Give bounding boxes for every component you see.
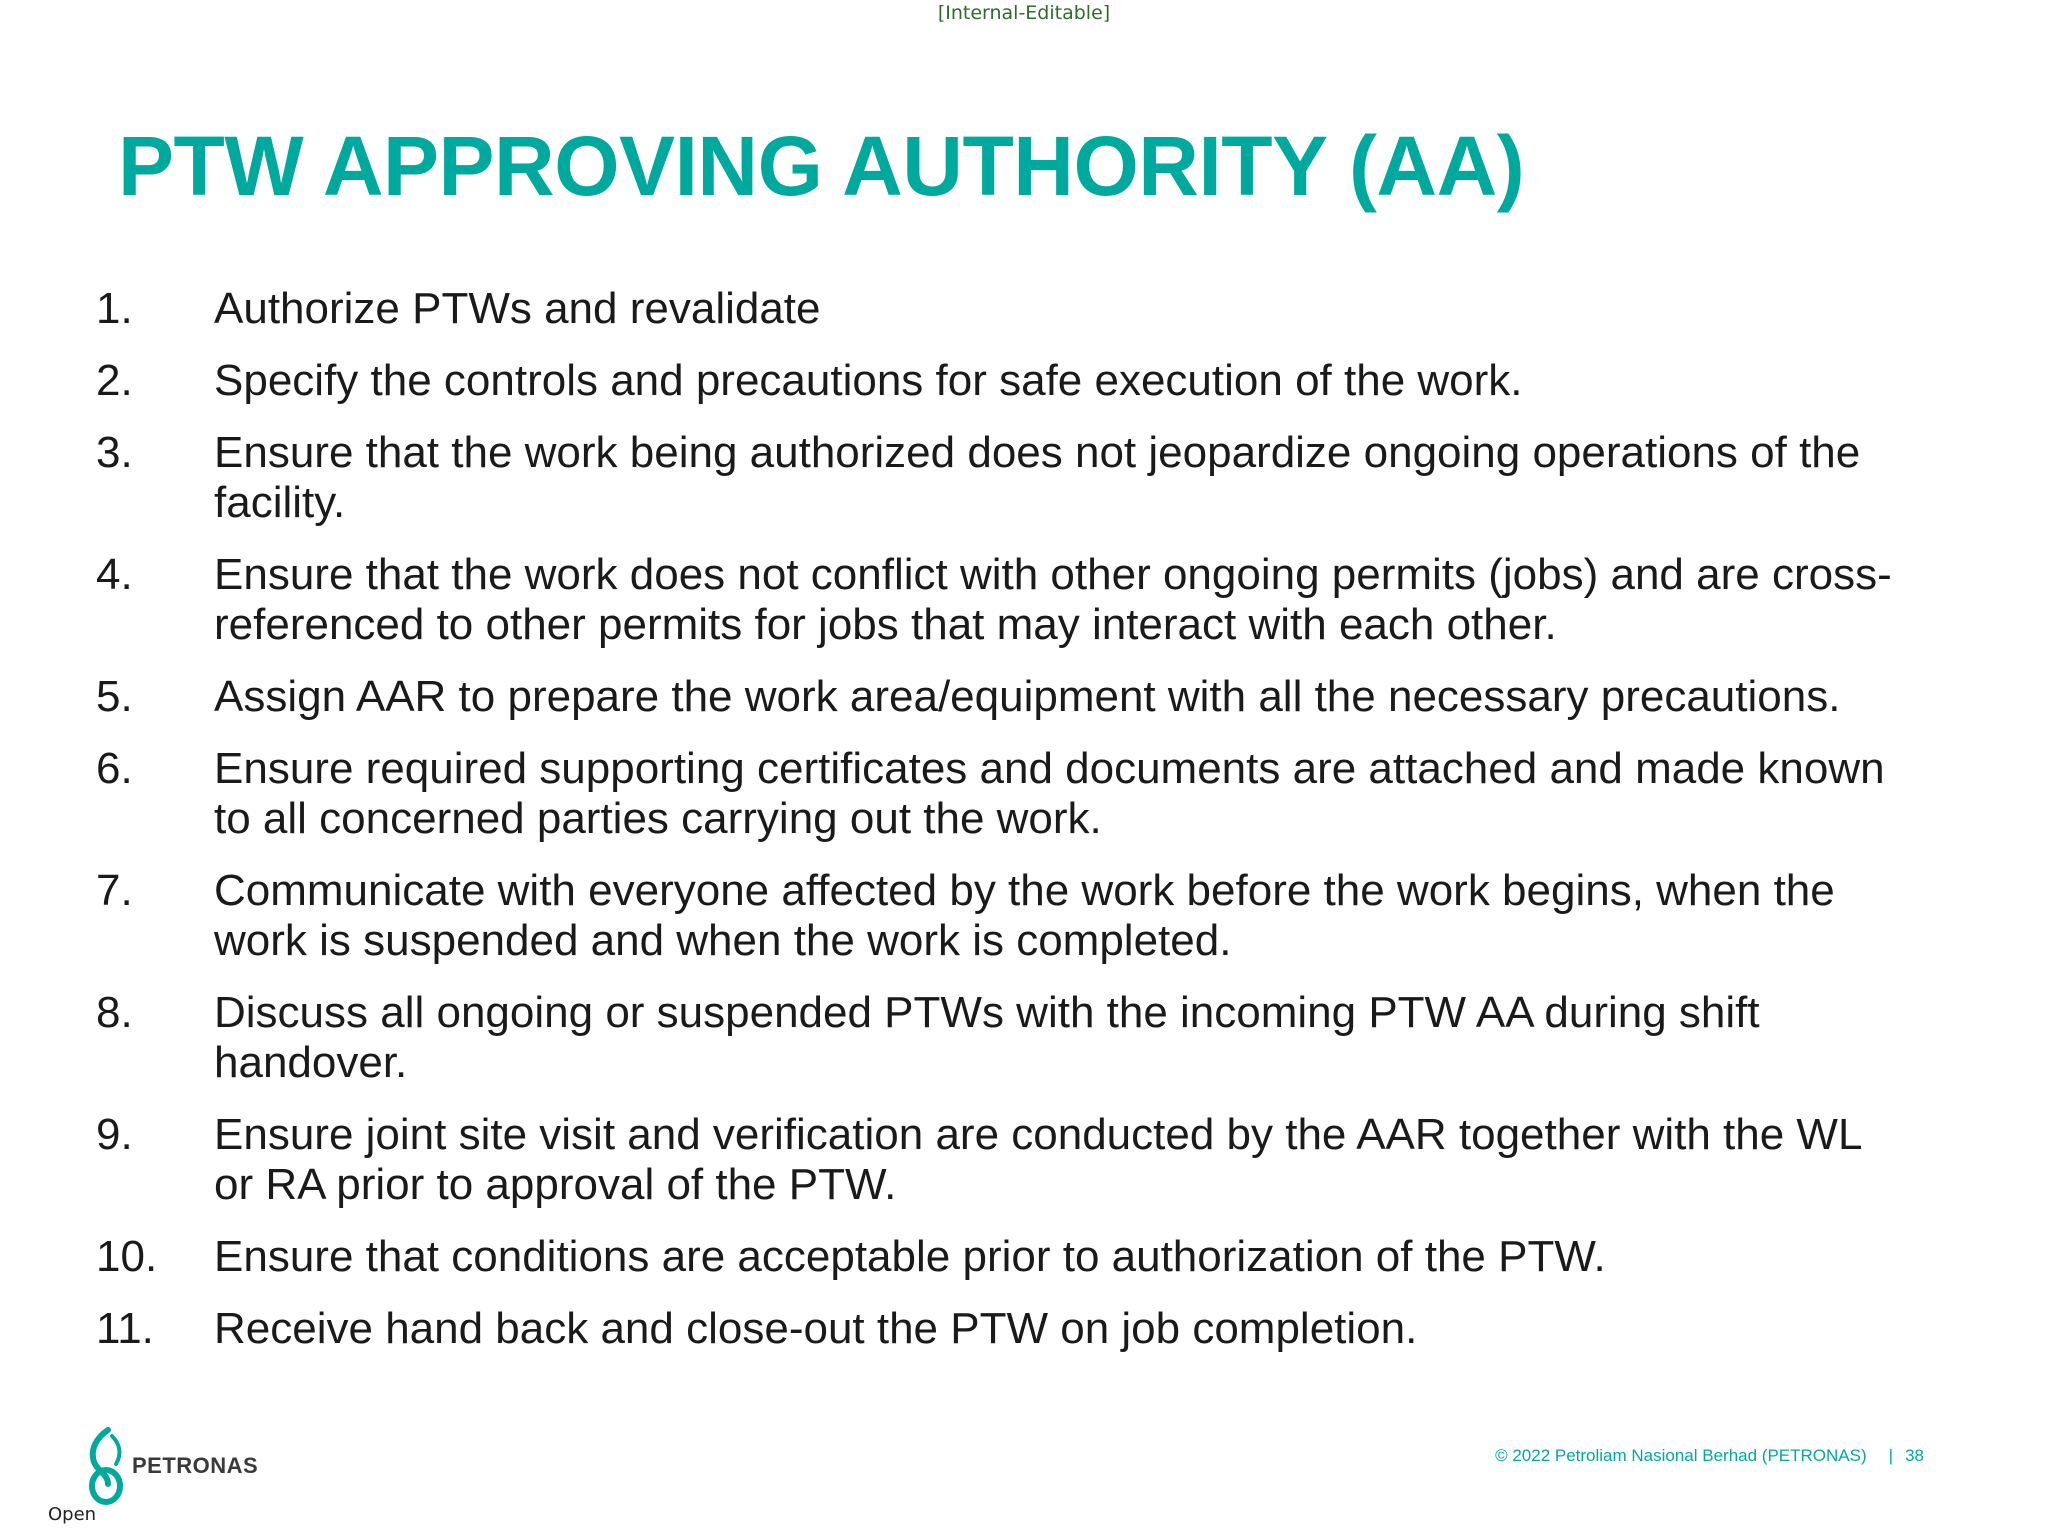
list-item	[96, 1232, 1896, 1282]
copyright-text: © 2022 Petroliam Nasional Berhad (PETRONAS)	[1495, 1446, 1867, 1465]
petronas-logo-icon	[86, 1426, 126, 1506]
responsibility-list	[96, 284, 1896, 1376]
list-item	[96, 672, 1896, 722]
list-item	[96, 356, 1896, 406]
classification-label: [Internal-Editable]	[937, 2, 1111, 24]
list-item-number: 2.	[96, 356, 133, 405]
list-item-text: Authorize PTWs and revalidate	[214, 284, 821, 333]
list-item-text: Assign AAR to prepare the work area/equipment with all the necessary precautions.	[214, 672, 1841, 721]
list-item-text: Ensure that the work does not conflict with other ongoing permits (jobs) and are cross-referenced to other permits for jobs that may interact with each other.	[214, 550, 1892, 649]
list-item	[96, 744, 1896, 844]
list-item	[96, 428, 1896, 528]
list-item-text: Specify the controls and precautions for safe execution of the work.	[214, 356, 1523, 405]
copyright-footer	[1495, 1446, 1924, 1466]
list-item	[96, 866, 1896, 966]
list-item-number: 4.	[96, 550, 133, 599]
list-item-text: Ensure that conditions are acceptable prior to authorization of the PTW.	[214, 1232, 1606, 1281]
slide-title: PTW APPROVING AUTHORITY (AA)	[118, 119, 1525, 213]
page-number: 38	[1905, 1446, 1924, 1465]
list-item-text: Communicate with everyone affected by the work before the work begins, when the work is suspended and when the work is completed.	[214, 866, 1835, 965]
list-item-number: 1.	[96, 284, 133, 333]
list-item-text: Discuss all ongoing or suspended PTWs with the incoming PTW AA during shift handover.	[214, 988, 1760, 1087]
list-item	[96, 550, 1896, 650]
list-item-number: 3.	[96, 428, 133, 477]
list-item	[96, 988, 1896, 1088]
list-item-number: 5.	[96, 672, 133, 721]
list-item-text: Ensure required supporting certificates and documents are attached and made known to all concerned parties carrying out the work.	[214, 744, 1885, 843]
petronas-logo-text: PETRONAS	[132, 1453, 259, 1478]
list-item-text: Receive hand back and close-out the PTW on job completion.	[214, 1304, 1418, 1353]
open-classification-label: Open	[48, 1504, 97, 1525]
list-item	[96, 1304, 1896, 1354]
list-item-number: 9.	[96, 1110, 133, 1159]
list-item-number: 11.	[96, 1304, 154, 1353]
list-item-number: 8.	[96, 988, 133, 1037]
list-item	[96, 1110, 1896, 1210]
list-item-number: 7.	[96, 866, 133, 915]
list-item	[96, 284, 1896, 334]
list-item-number: 6.	[96, 744, 133, 793]
list-item-text: Ensure joint site visit and verification are conducted by the AAR together with the WL or RA prior to approval of the PTW.	[214, 1110, 1861, 1209]
list-item-text: Ensure that the work being authorized does not jeopardize ongoing operations of the facility.	[214, 428, 1861, 527]
footer-separator: |	[1888, 1446, 1894, 1465]
petronas-logo	[86, 1426, 258, 1506]
list-item-number: 10.	[96, 1232, 158, 1281]
